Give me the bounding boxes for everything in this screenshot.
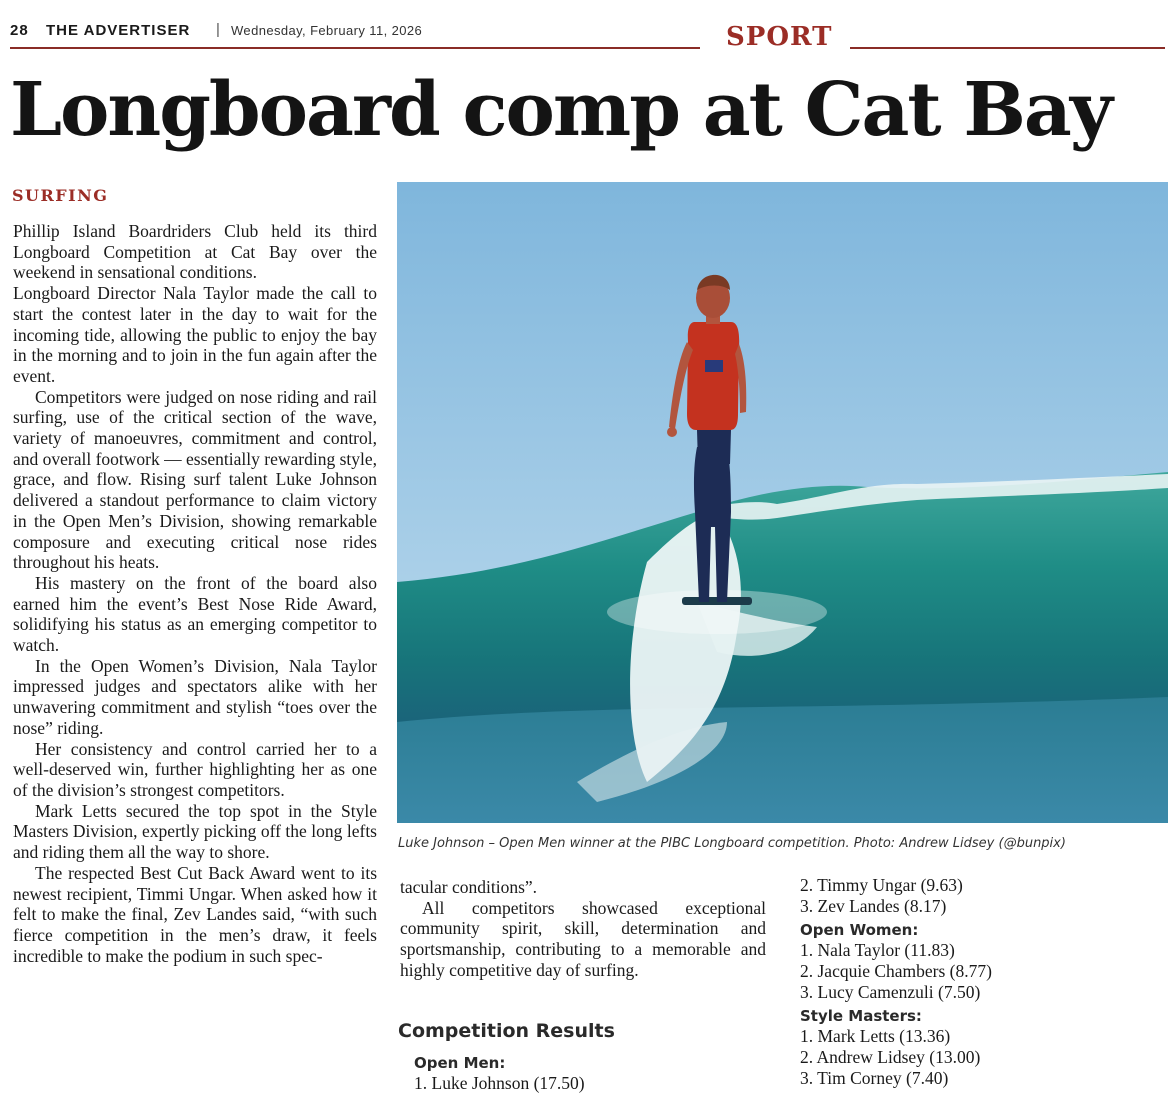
results-column bbox=[800, 875, 992, 1089]
result-line: 3. Zev Landes (8.17) bbox=[800, 896, 947, 916]
page-number: 28 bbox=[10, 22, 29, 39]
result-line: 2. Timmy Ungar (9.63) bbox=[800, 875, 963, 895]
article-column-1 bbox=[13, 221, 377, 966]
section-label: SPORT bbox=[726, 22, 833, 52]
headline: Longboard comp at Cat Bay bbox=[10, 67, 1111, 153]
results-open-men bbox=[414, 1053, 585, 1094]
kicker: SURFING bbox=[12, 186, 109, 205]
result-line: 1. Luke Johnson (17.50) bbox=[414, 1073, 585, 1093]
paragraph: Longboard Director Nala Taylor made the call to start the contest later in the day to wait for the incoming tide, allowing the public to enjoy the bay in the morning and to join in the fun again after the event. bbox=[13, 283, 377, 386]
result-line: 3. Lucy Camenzuli (7.50) bbox=[800, 982, 981, 1002]
results-category-title: Open Men: bbox=[414, 1054, 506, 1072]
paragraph: His mastery on the front of the board also earned him the event’s Best Nose Ride Award, solidifying his status as an emerging competitor to watch. bbox=[13, 572, 377, 656]
paragraph: In the Open Women’s Division, Nala Taylor impressed judges and spectators alike with her unwavering commitment and stylish “toes over the nose” riding. bbox=[13, 655, 377, 738]
result-line: 1. Nala Taylor (11.83) bbox=[800, 940, 955, 960]
masthead-rule-left bbox=[10, 47, 700, 49]
article-column-2 bbox=[400, 877, 766, 981]
paragraph: Phillip Island Boardriders Club held its third Longboard Competition at Cat Bay over the weekend in sensational conditions. bbox=[13, 221, 377, 283]
masthead bbox=[10, 20, 1165, 56]
publication-name: THE ADVERTISER bbox=[46, 22, 191, 39]
results-category-title: Style Masters: bbox=[800, 1007, 922, 1025]
photo-caption: Luke Johnson – Open Men winner at the PIBC Longboard competition. Photo: Andrew Lidsey (@bunpix) bbox=[398, 836, 1066, 851]
paragraph: Competitors were judged on nose riding and rail surfing, use of the critical section of the wave, variety of manoeuvres, commitment and control, and overall footwork — essentially rewarding style, grace, and flow. Rising surf talent Luke Johnson delivered a standout performance to claim victory in the Open Men’s Division, showing remarkable composure and executing critical nose rides throughout his heats. bbox=[13, 386, 377, 573]
publication-date: Wednesday, February 11, 2026 bbox=[231, 23, 423, 38]
results-category-title: Open Women: bbox=[800, 921, 919, 939]
paragraph: Her consistency and control carried her to a well-deserved win, further highlighting her as one of the division’s strongest competitors. bbox=[13, 738, 377, 800]
masthead-rule-right bbox=[850, 47, 1165, 49]
surfer-photo bbox=[397, 182, 1168, 823]
results-heading: Competition Results bbox=[398, 1020, 615, 1042]
paragraph: tacular conditions”. bbox=[400, 877, 538, 897]
result-line: 2. Jacquie Chambers (8.77) bbox=[800, 961, 992, 981]
result-line: 2. Andrew Lidsey (13.00) bbox=[800, 1047, 981, 1067]
paragraph: Mark Letts secured the top spot in the Style Masters Division, expertly picking off the long lefts and riding them all the way to shore. bbox=[13, 800, 377, 863]
masthead-separator: | bbox=[216, 21, 220, 38]
paragraph: All competitors showcased exceptional community spirit, skill, determination and sportsmanship, contributing to a memorable and highly competitive day of surfing. bbox=[400, 897, 766, 980]
paragraph: The respected Best Cut Back Award went to its newest recipient, Timmi Ungar. When asked how it felt to make the final, Zev Landes said, “with such fierce competition in the men’s draw, it feels incredible to make the podium in such spec- bbox=[13, 862, 377, 966]
result-line: 1. Mark Letts (13.36) bbox=[800, 1026, 951, 1046]
result-line: 3. Tim Corney (7.40) bbox=[800, 1068, 949, 1088]
